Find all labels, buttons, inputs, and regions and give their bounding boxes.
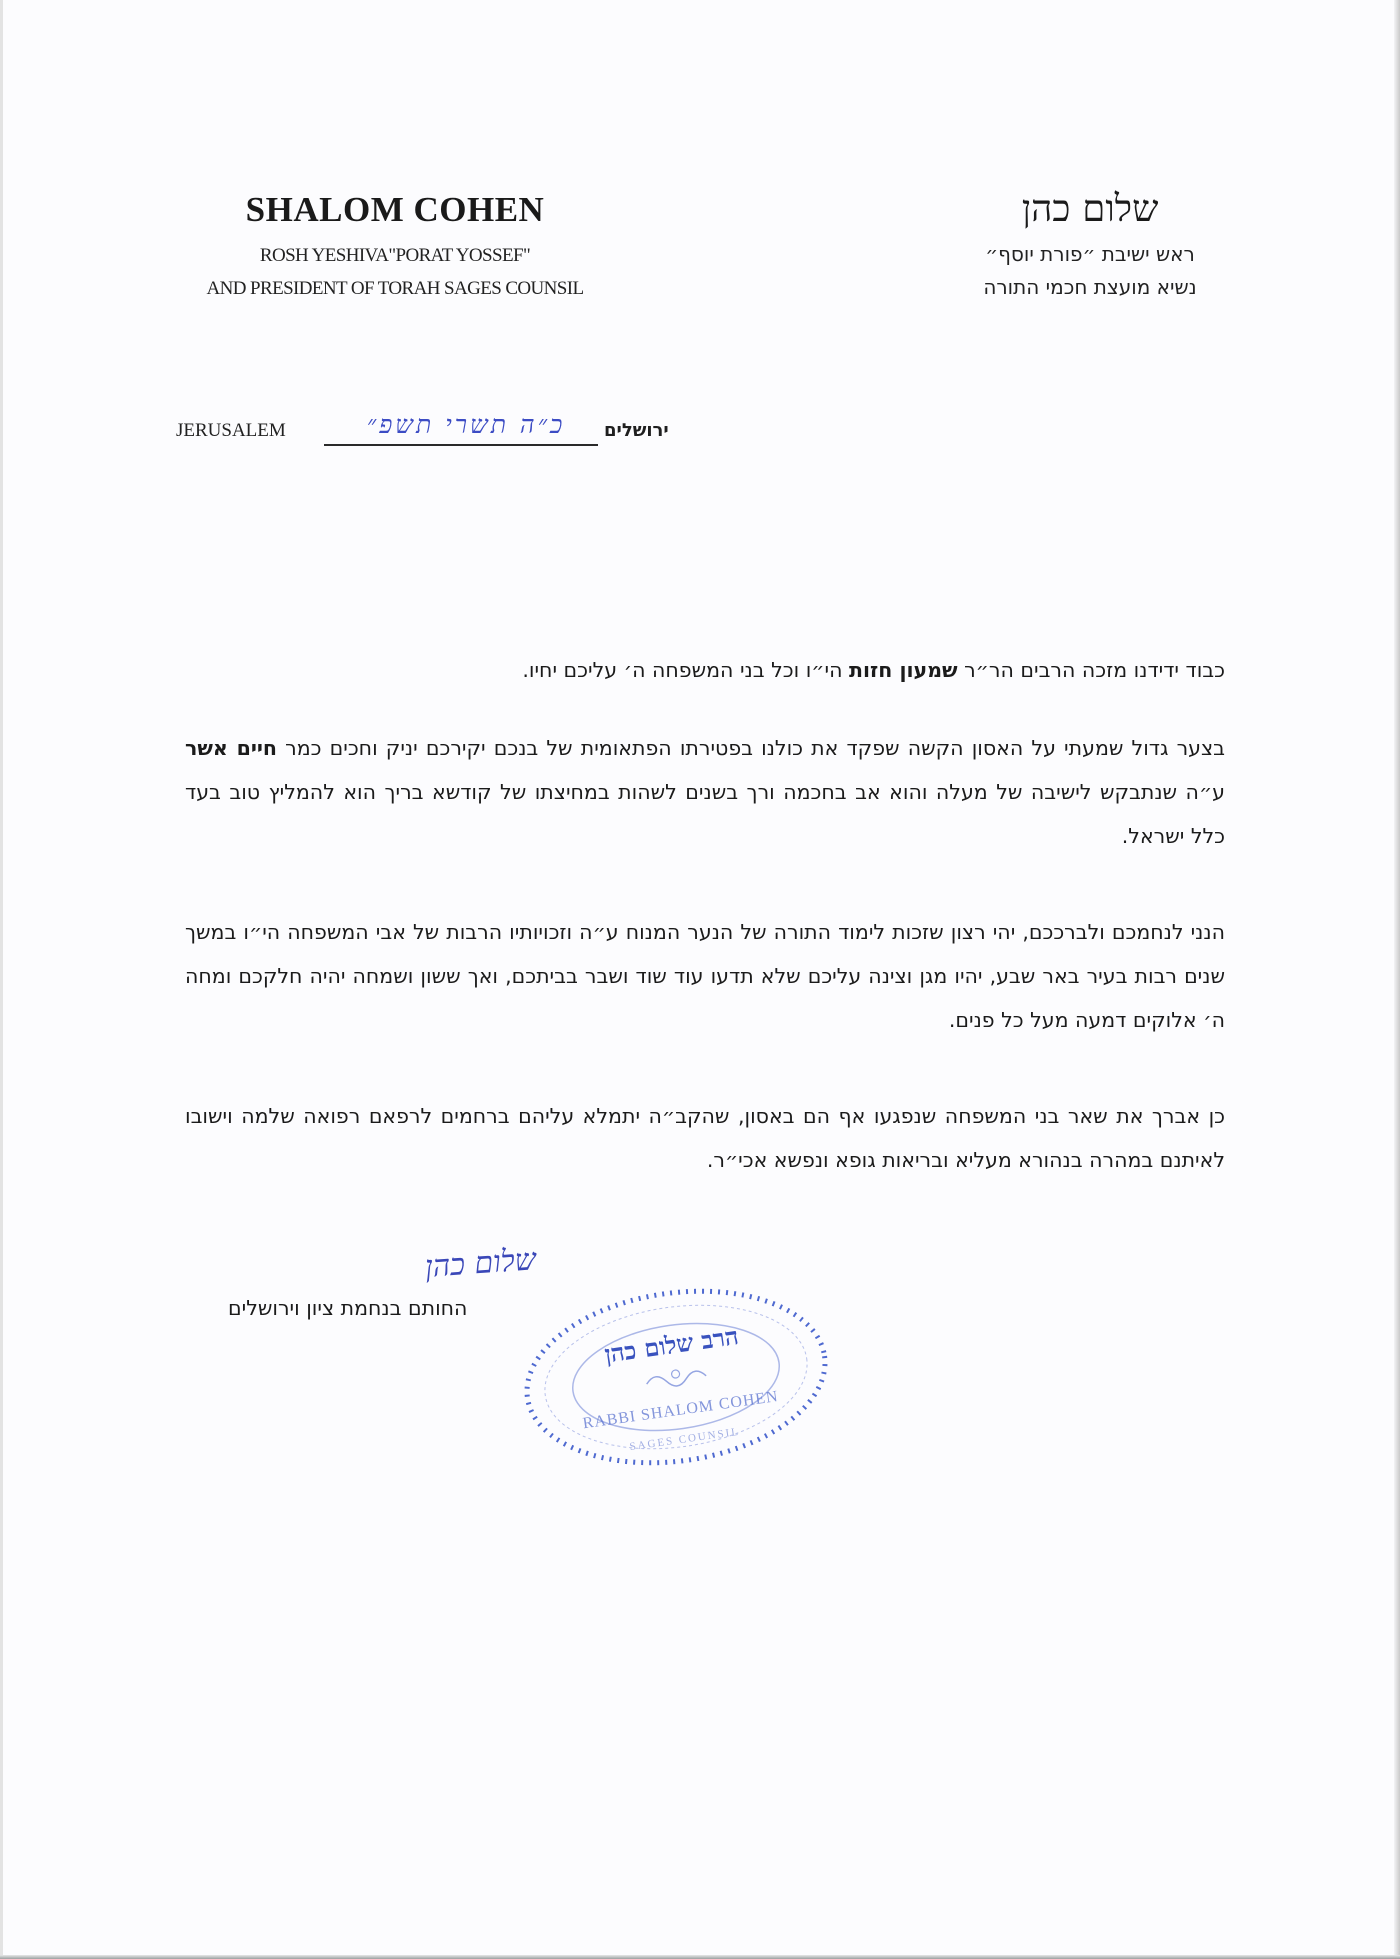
city-english: JERUSALEM [176,420,286,441]
letterhead-hebrew [930,187,1250,299]
paragraph-condolence [185,726,1225,858]
salutation-suffix: הי״ו וכל בני המשפחה ה׳ עליכם יחיו. [522,658,850,682]
letterhead-english-name: SHALOM COHEN [245,190,545,229]
page-edge-bottom [0,1955,1400,1959]
city-hebrew: ירושלים [604,420,669,441]
page-edge-right [1394,0,1400,1959]
page-edge-left [0,0,3,1959]
paragraph-blessing: הנני לנחמכם ולברככם, יהי רצון שזכות לימוד התורה של הנער המנוח ע״ה וזכויותיו הרבות של אבי המשפחה הי״ו במשך שנים רבות בעיר באר שבע, יהיו מגן וצינה עליכם שלא תדעו עוד שוד ושבר בביתכם, ואך ששון ושמחה יהיה חלקכם ומחה ה׳ אלוקים דמעה מעל כל פנים. [185,920,1225,1032]
paragraph-1-part-2: ע״ה שנתבקש לישיבה של מעלה והוא אב בחכמה ורך בשנים לשהות במחיצתו של קודשא בריך הוא להמליץ טוב בעד כלל ישראל. [185,780,1225,848]
handwritten-signature: שלום כהן [423,1242,538,1285]
letter-body [185,648,1225,1234]
letterhead-english [160,192,630,298]
deceased-name: חיים אשר [185,736,278,760]
stamp-english-name: RABBI SHALOM COHEN [581,1388,780,1433]
handwritten-date: כ״ה תשרי תשפ״ [366,410,566,439]
letterhead-english-title-1: ROSH YESHIVA"PORAT YOSSEF" [259,245,531,266]
date-line [176,410,696,456]
paragraph-healing: כן אברך את שאר בני המשפחה שנפגעו אף הם באסון, שהקב״ה יתמלא עליהם ברחמים לרפאם רפואה שלמה וישובו לאיתנם במהרה בנהורא מעליא ובריאות גופא ונפשא אכי״ר. [185,1104,1225,1172]
stamp-ring-text: SAGES COUNSIL [628,1425,741,1454]
official-stamp [507,1263,846,1491]
letterhead-hebrew-title-2: נשיא מועצת חכמי התורה [983,275,1197,299]
date-underline [324,444,598,446]
salutation-prefix: כבוד ידידנו מזכה הרבים הר״ר [957,658,1225,682]
letterhead-english-title-2: AND PRESIDENT OF TORAH SAGES COUNSIL [206,278,584,299]
stamp-hebrew-name: הרב שלום כהן [602,1321,741,1369]
letterhead-hebrew-title-1: ראש ישיבת ״פורת יוסף״ [985,242,1195,266]
salutation [185,648,1225,692]
closing-line: החותם בנחמת ציון וירושלים [228,1296,468,1320]
recipient-name: שמעון חזות [849,658,958,682]
paragraph-1-part-1: בצער גדול שמעתי על האסון הקשה שפקד את כולנו בפטירתו הפתאומית של בנכם יקירכם יניק וחכים כמר [277,736,1225,760]
letterhead-hebrew-name: שלום כהן [1021,187,1159,230]
